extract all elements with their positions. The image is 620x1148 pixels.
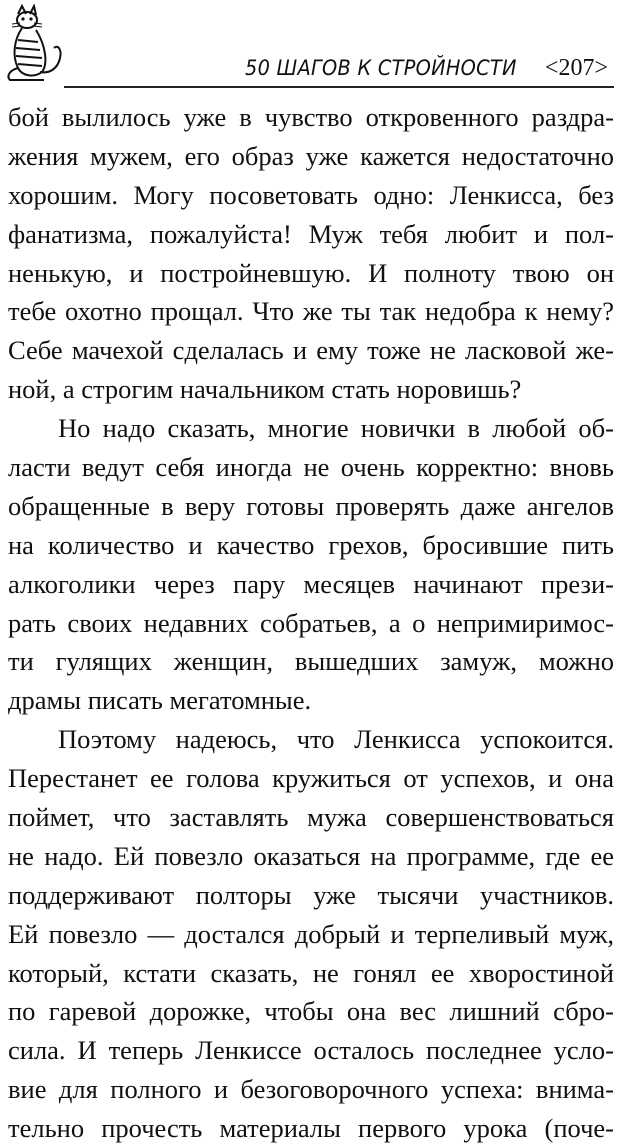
running-title: 50 ШАГОВ К СТРОЙНОСТИ — [245, 56, 517, 80]
text-line: поймет, что заставлять мужа совершенствоваться — [8, 802, 614, 833]
paragraph — [8, 720, 614, 1148]
text-line: Поэтому надеюсь, что Ленкисса успокоится. — [58, 724, 614, 755]
page-header — [0, 0, 620, 92]
text-line: хорошим. Могу посоветовать одно: Ленкисса, без — [8, 179, 614, 210]
text-line: обращенные в веру готовы проверять даже ангелов — [8, 490, 614, 521]
text-line: по гаревой дорожке, чтобы она вес лишний сбро- — [8, 996, 614, 1027]
text-line: бой вылилось уже в чувство откровенного раздра- — [8, 102, 614, 132]
text-line: ненькую, и постройневшую. И полноту твою он — [8, 257, 614, 288]
text-line: не надо. Ей повезло оказаться на программе, где ее — [8, 840, 614, 871]
page-number: <207> — [544, 55, 608, 81]
text-line: тебе охотно прощал. Что же ты так недобра к нему? — [8, 296, 614, 327]
text-line: жения мужем, его образ уже кажется недостаточно — [8, 140, 614, 171]
text-line: драмы писать мегатомные. — [8, 685, 312, 716]
text-line: Ей повезло — достался добрый и терпеливый муж, — [8, 918, 614, 949]
text-line: фанатизма, пожалуйста! Муж тебя любит и пол- — [8, 218, 614, 249]
paragraph — [8, 98, 614, 409]
text-line: вие для полного и безоговорочного успеха: внима- — [8, 1074, 614, 1105]
text-line: тельно прочесть материалы первого урока (поче- — [8, 1113, 614, 1144]
text-line: рать своих недавних собратьев, а о непримиримос- — [8, 607, 614, 638]
text-line: на количество и качество грехов, бросившие пить — [8, 529, 614, 560]
text-line: алкоголики через пару месяцев начинают прези- — [8, 568, 614, 599]
text-line: Себе мачехой сделалась и ему тоже не ласковой же- — [8, 335, 614, 366]
text-line: поддерживают полторы уже тысячи участников. — [8, 879, 614, 910]
cat-icon — [4, 4, 66, 84]
header-rule — [64, 86, 614, 88]
text-line: ной, а строгим начальником стать норовишь? — [8, 374, 522, 405]
body-text — [8, 98, 614, 1148]
text-line: Но надо сказать, многие новички в любой об- — [58, 413, 614, 444]
text-line: Перестанет ее голова кружиться от успехов, и она — [8, 763, 614, 794]
text-line: ти гулящих женщин, вышедших замуж, можно — [8, 646, 614, 677]
text-line: который, кстати сказать, не гонял ее хворостиной — [8, 957, 614, 988]
paragraph — [8, 409, 614, 720]
text-line: сила. И теперь Ленкиссе осталось последнее усло- — [8, 1035, 614, 1066]
text-line: ласти ведут себя иногда не очень корректно: вновь — [8, 452, 614, 483]
